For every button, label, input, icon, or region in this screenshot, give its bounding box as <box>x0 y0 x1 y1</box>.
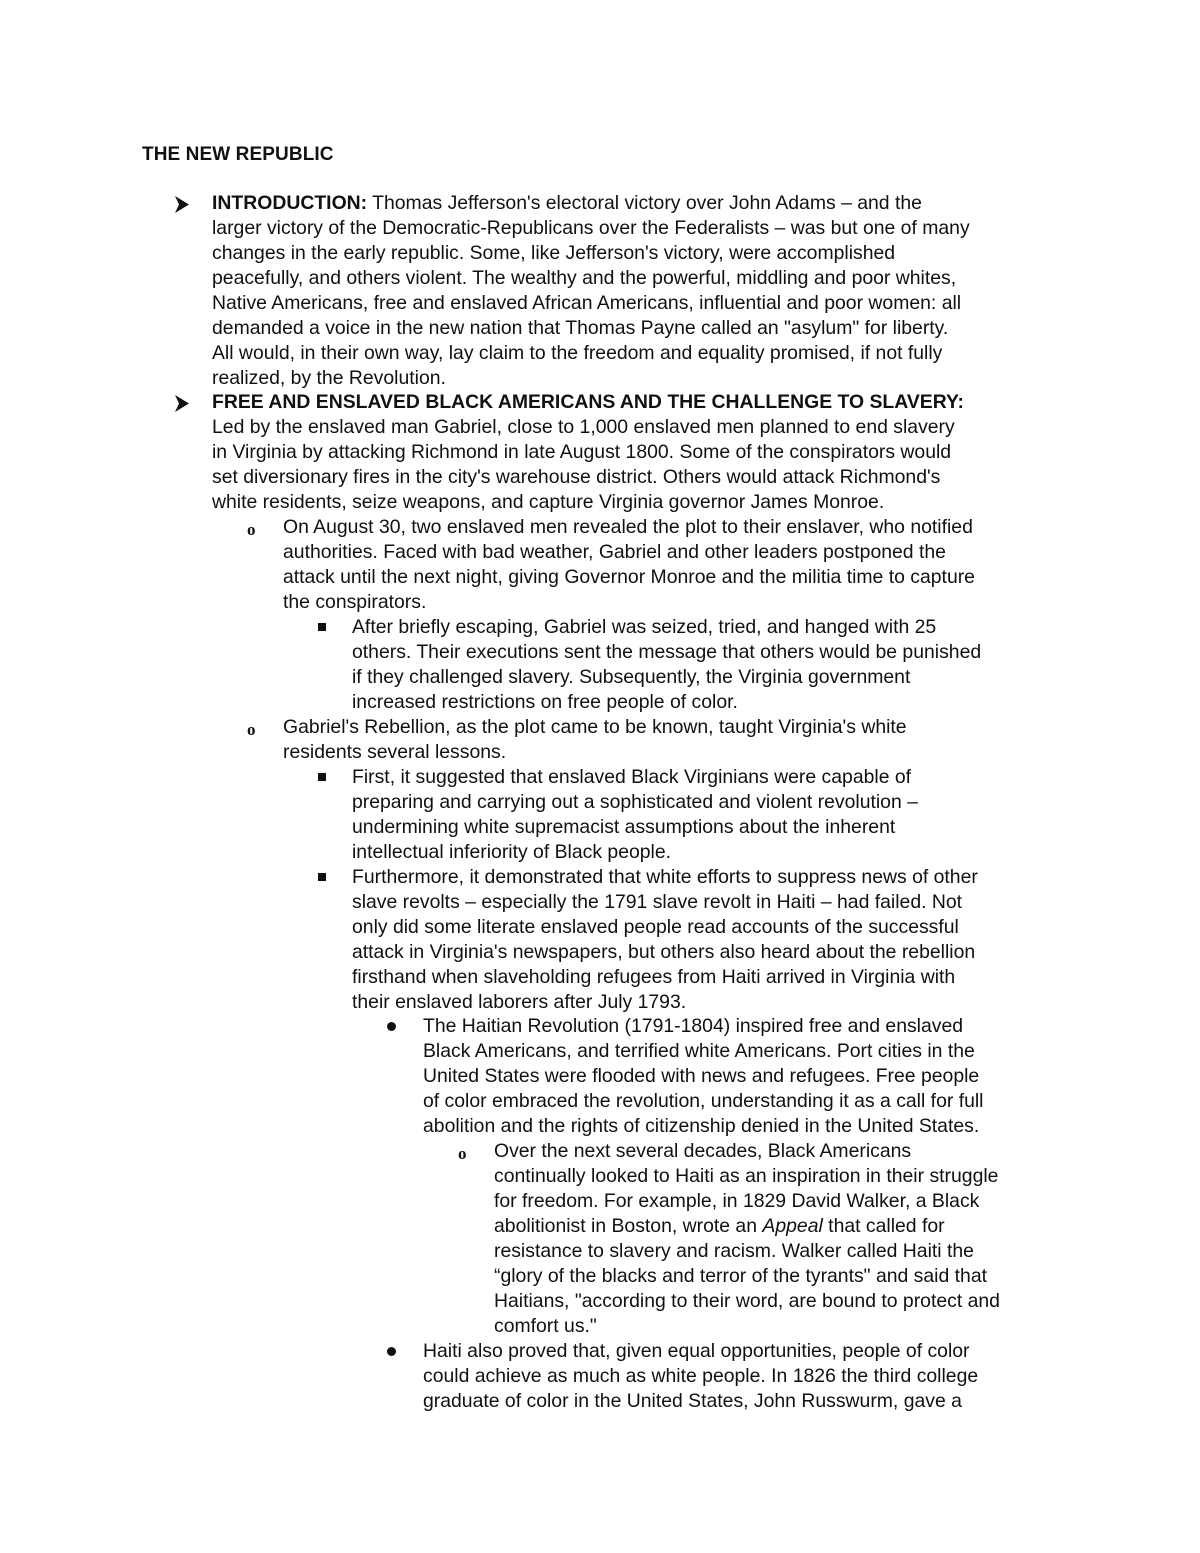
text-line: for freedom. For example, in 1829 David Walker, a Black <box>494 1190 980 1212</box>
text-line: their enslaved laborers after July 1793. <box>352 991 687 1013</box>
text-line: Native Americans, free and enslaved African Americans, influential and poor women: all <box>212 292 962 314</box>
list-item-gabriel-hanged <box>352 615 1072 715</box>
list-item-free-and-enslaved <box>212 390 1072 515</box>
text-line: the conspirators. <box>283 591 427 613</box>
text-line: All would, in their own way, lay claim to the freedom and equality promised, if not fully <box>212 342 943 364</box>
text-line: preparing and carrying out a sophisticated and violent revolution – <box>352 791 918 813</box>
text-line: firsthand when slaveholding refugees from Haiti arrived in Virginia with <box>352 966 956 988</box>
text-line: abolitionist in Boston, wrote an <box>494 1215 763 1237</box>
circle-o-bullet-icon: o <box>458 1144 467 1163</box>
text-line: First, it suggested that enslaved Black Virginians were capable of <box>352 766 912 788</box>
list-item-gabriels-rebellion <box>247 715 1073 765</box>
text-line: residents several lessons. <box>283 741 507 763</box>
list-item-haiti-proved <box>423 1339 1073 1414</box>
list-item-second-lesson <box>352 865 1072 1015</box>
text-line: Gabriel's Rebellion, as the plot came to be known, taught Virginia's white <box>283 716 907 738</box>
text-line: could achieve as much as white people. In 1826 the third college <box>423 1365 979 1387</box>
square-bullet-icon <box>318 773 326 781</box>
paragraph <box>494 1214 1074 1239</box>
text-line: continually looked to Haiti as an inspiration in their struggle <box>494 1165 999 1187</box>
text-line: authorities. Faced with bad weather, Gabriel and other leaders postponed the <box>283 541 946 563</box>
text-line: larger victory of the Democratic-Republicans over the Federalists – was but one of many <box>212 217 970 239</box>
text-line: Led by the enslaved man Gabriel, close to 1,000 enslaved men planned to end slavery <box>212 416 955 438</box>
text-line: Thomas Jefferson's electoral victory over John Adams – and the <box>367 192 922 214</box>
list-item-august-30 <box>247 515 1073 615</box>
text-line: Black Americans, and terrified white Americans. Port cities in the <box>423 1040 975 1062</box>
list-item-introduction <box>212 191 1072 391</box>
text-line: resistance to slavery and racism. Walker called Haiti the <box>494 1240 974 1262</box>
text-line: intellectual inferiority of Black people. <box>352 841 672 863</box>
text-line: in Virginia by attacking Richmond in late August 1800. Some of the conspirators would <box>212 441 952 463</box>
text-line: others. Their executions sent the message that others would be punished <box>352 641 982 663</box>
circle-o-bullet-icon: o <box>247 720 256 739</box>
text-line: attack in Virginia's newspapers, but others also heard about the rebellion <box>352 941 976 963</box>
text-line: Over the next several decades, Black Americans <box>494 1140 912 1162</box>
item-heading: INTRODUCTION: <box>212 192 368 214</box>
paragraph <box>212 191 1072 216</box>
item-heading: FREE AND ENSLAVED BLACK AMERICANS AND THE CHALLENGE TO SLAVERY: <box>212 391 964 413</box>
text-line: Haiti also proved that, given equal opportunities, people of color <box>423 1340 970 1362</box>
round-bullet-icon <box>387 1347 396 1356</box>
text-line: that called for <box>822 1215 945 1237</box>
text-line: peacefully, and others violent. The wealthy and the powerful, middling and poor whites, <box>212 267 957 289</box>
list-item-first-lesson <box>352 765 1072 865</box>
document-title: THE NEW REPUBLIC <box>142 144 334 165</box>
text-line: attack until the next night, giving Governor Monroe and the militia time to capture <box>283 566 975 588</box>
text-line: undermining white supremacist assumptions about the inherent <box>352 816 896 838</box>
text-line: set diversionary fires in the city's warehouse district. Others would attack Richmond's <box>212 466 941 488</box>
text-line: only did some literate enslaved people read accounts of the successful <box>352 916 959 938</box>
text-line: demanded a voice in the new nation that Thomas Payne called an "asylum" for liberty. <box>212 317 949 339</box>
arrowhead-bullet-icon <box>174 394 190 411</box>
round-bullet-icon <box>387 1022 396 1031</box>
text-line: comfort us." <box>494 1315 597 1337</box>
text-line: increased restrictions on free people of color. <box>352 691 738 713</box>
list-item-haitian-revolution <box>423 1014 1073 1139</box>
square-bullet-icon <box>318 623 326 631</box>
text-line: abolition and the rights of citizenship denied in the United States. <box>423 1115 980 1137</box>
circle-o-bullet-icon: o <box>247 520 256 539</box>
text-line: white residents, seize weapons, and capture Virginia governor James Monroe. <box>212 491 885 513</box>
text-line: On August 30, two enslaved men revealed the plot to their enslaver, who notified <box>283 516 973 538</box>
square-bullet-icon <box>318 873 326 881</box>
text-line: The Haitian Revolution (1791-1804) inspired free and enslaved <box>423 1015 964 1037</box>
text-line: of color embraced the revolution, understanding it as a call for full <box>423 1090 984 1112</box>
text-line: United States were flooded with news and refugees. Free people <box>423 1065 980 1087</box>
arrowhead-bullet-icon <box>174 195 190 212</box>
text-line: “glory of the blacks and terror of the tyrants" and said that <box>494 1265 987 1287</box>
text-line: changes in the early republic. Some, like Jefferson's victory, were accomplished <box>212 242 896 264</box>
list-item-haiti-inspiration <box>458 1139 1074 1339</box>
text-line: if they challenged slavery. Subsequently, the Virginia government <box>352 666 911 688</box>
text-line: graduate of color in the United States, John Russwurm, gave a <box>423 1390 962 1412</box>
text-line: Furthermore, it demonstrated that white efforts to suppress news of other <box>352 866 978 888</box>
text-line: realized, by the Revolution. <box>212 367 446 389</box>
text-line: slave revolts – especially the 1791 slave revolt in Haiti – had failed. Not <box>352 891 963 913</box>
text-line: After briefly escaping, Gabriel was seized, tried, and hanged with 25 <box>352 616 937 638</box>
text-line: Haitians, "according to their word, are bound to protect and <box>494 1290 1000 1312</box>
italic-title: Appeal <box>762 1215 823 1237</box>
